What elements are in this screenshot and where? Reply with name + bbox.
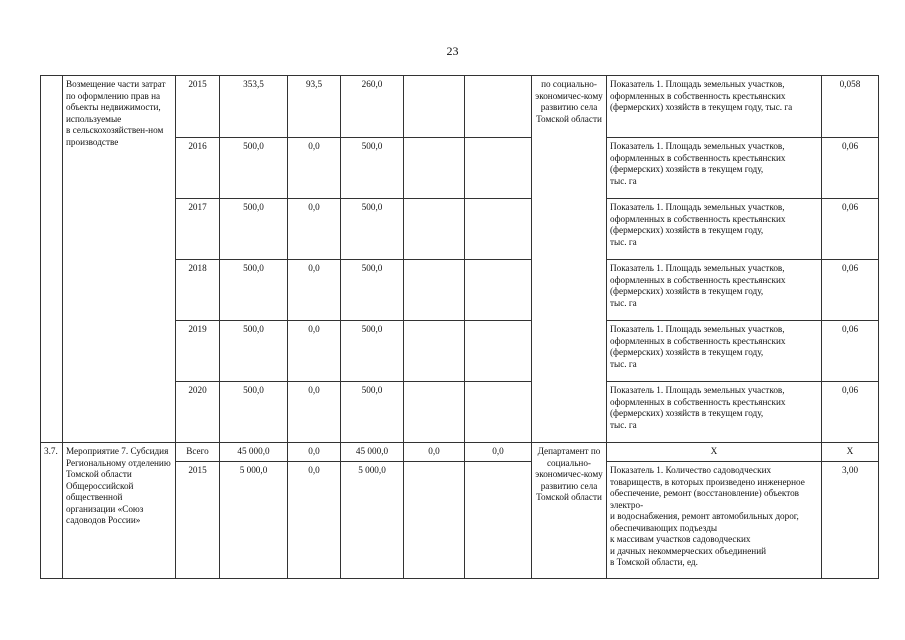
indicator-value-cell: 0,06 (822, 382, 879, 443)
year-cell: 2019 (176, 321, 220, 382)
regional-cell: 500,0 (341, 199, 404, 260)
table-row (41, 443, 879, 462)
regional-cell: 260,0 (341, 76, 404, 138)
federal-cell: 0,0 (288, 199, 341, 260)
year-cell: Всего (176, 443, 220, 462)
regional-cell: 500,0 (341, 321, 404, 382)
responsible-cell: Департамент по социально-экономичес-кому развитию села Томской области (532, 443, 607, 579)
indicator-cell: Показатель 1. Площадь земельных участков, оформленных в собственность крестьянских (фермерских) хозяйств в текущем году, тыс. га (607, 382, 822, 443)
indicator-value-cell: 0,06 (822, 260, 879, 321)
activity-name-cell: Мероприятие 7. Субсидия Региональному отделению Томской области Общероссийской общественной организации «Союз садоводов России» (63, 443, 176, 579)
program-table-wrapper (40, 75, 879, 579)
local-cell (404, 260, 465, 321)
activity-name: Возмещение части затрат по оформлению прав на объекты недвижимости, используемые в сельскохозяйствен-ном производстве (66, 79, 166, 147)
year-cell: 2016 (176, 138, 220, 199)
federal-cell: 0,0 (288, 260, 341, 321)
indicator-cell: Показатель 1. Площадь земельных участков, оформленных в собственность крестьянских (фермерских) хозяйств в текущем году, тыс. га (607, 76, 822, 138)
year-cell: 2015 (176, 462, 220, 579)
total-cell: 500,0 (220, 199, 288, 260)
page-number: 23 (446, 44, 459, 58)
year-cell: 2018 (176, 260, 220, 321)
extra-cell (465, 260, 532, 321)
extra-cell (465, 199, 532, 260)
indicator-value-cell: X (822, 443, 879, 462)
total-cell: 500,0 (220, 382, 288, 443)
federal-cell: 0,0 (288, 138, 341, 199)
indicator-value-cell: 0,06 (822, 321, 879, 382)
regional-cell: 500,0 (341, 260, 404, 321)
federal-cell: 0,0 (288, 382, 341, 443)
extra-cell: 0,0 (465, 443, 532, 462)
local-cell (404, 76, 465, 138)
responsible-text: по социально-экономичес-кому развитию села Томской области (535, 79, 603, 124)
local-cell (404, 462, 465, 579)
extra-cell (465, 76, 532, 138)
regional-cell: 500,0 (341, 382, 404, 443)
total-cell: 5 000,0 (220, 462, 288, 579)
federal-cell: 0,0 (288, 443, 341, 462)
indicator-value-cell: 0,058 (822, 76, 879, 138)
row-number-cell (41, 76, 63, 443)
extra-cell (465, 462, 532, 579)
federal-cell: 0,0 (288, 321, 341, 382)
total-cell: 500,0 (220, 138, 288, 199)
indicator-cell: Показатель 1. Площадь земельных участков, оформленных в собственность крестьянских (фермерских) хозяйств в текущем году, тыс. га (607, 199, 822, 260)
indicator-cell: Показатель 1. Количество садоводческих товариществ, в которых произведено инженерное обеспечение, ремонт (восстановление) объектов электро- и водоснабжения, ремонт автомобильных дорог, обеспечивающих подъезды к массивам участков садоводческих и дачных некоммерческих объединений в Томской области, ед. (607, 462, 822, 579)
federal-cell: 0,0 (288, 462, 341, 579)
regional-cell: 45 000,0 (341, 443, 404, 462)
year-cell: 2015 (176, 76, 220, 138)
local-cell (404, 199, 465, 260)
local-cell (404, 382, 465, 443)
row-number-cell: 3.7. (41, 443, 63, 579)
activity-name-cell (63, 76, 176, 443)
year-cell: 2020 (176, 382, 220, 443)
year-cell: 2017 (176, 199, 220, 260)
indicator-value-cell: 0,06 (822, 199, 879, 260)
regional-cell: 500,0 (341, 138, 404, 199)
regional-cell: 5 000,0 (341, 462, 404, 579)
indicator-value-cell: 0,06 (822, 138, 879, 199)
local-cell: 0,0 (404, 443, 465, 462)
indicator-cell: X (607, 443, 822, 462)
program-table (40, 75, 879, 579)
extra-cell (465, 382, 532, 443)
table-row (41, 76, 879, 138)
total-cell: 500,0 (220, 260, 288, 321)
indicator-cell: Показатель 1. Площадь земельных участков, оформленных в собственность крестьянских (фермерских) хозяйств в текущем году, тыс. га (607, 138, 822, 199)
extra-cell (465, 138, 532, 199)
total-cell: 500,0 (220, 321, 288, 382)
indicator-value-cell: 3,00 (822, 462, 879, 579)
indicator-cell: Показатель 1. Площадь земельных участков, оформленных в собственность крестьянских (фермерских) хозяйств в текущем году, тыс. га (607, 321, 822, 382)
federal-cell: 93,5 (288, 76, 341, 138)
local-cell (404, 321, 465, 382)
extra-cell (465, 321, 532, 382)
total-cell: 45 000,0 (220, 443, 288, 462)
responsible-cell (532, 76, 607, 443)
indicator-cell: Показатель 1. Площадь земельных участков, оформленных в собственность крестьянских (фермерских) хозяйств в текущем году, тыс. га (607, 260, 822, 321)
local-cell (404, 138, 465, 199)
total-cell: 353,5 (220, 76, 288, 138)
